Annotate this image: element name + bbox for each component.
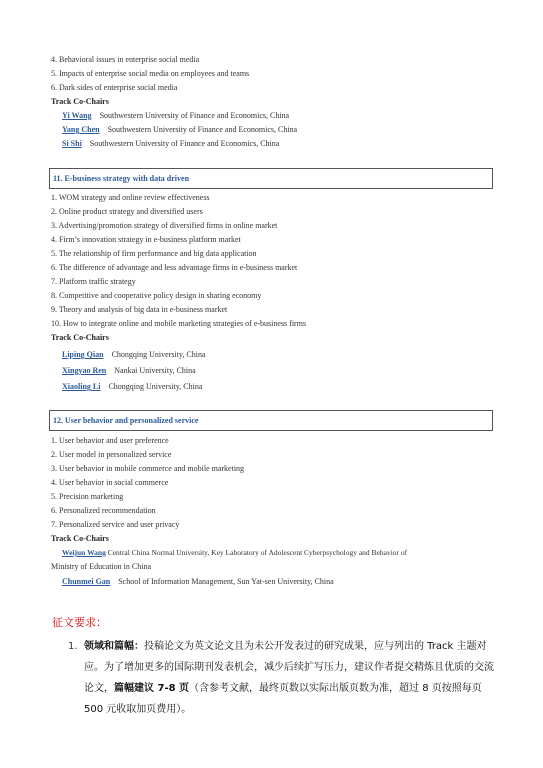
requirement-text: （含参考文献，最终页数以实际出版页数为准，超过 8 页按照每页 500 元收取加页费用）。 [84,683,482,715]
requirement-number: 1. [68,641,78,652]
chair-affiliation: Nankai University, China [114,366,196,375]
list-item: 5. Precision marketing [51,492,124,501]
chair-affiliation: Southwestern University of Finance and Economics, China [99,111,290,120]
chair-name-link[interactable]: Liping Qian [62,350,104,359]
section-title: 11. E-business strategy with data driven [53,174,190,183]
track-cochairs-heading: Track Co-Chairs [51,333,109,342]
list-item: 7. Platform traffic strategy [51,277,136,286]
chair-affiliation: Southwestern University of Finance and Economics, China [89,139,280,148]
list-item: 5. The relationship of firm performance and big data application [51,249,257,258]
track-cochairs-heading: Track Co-Chairs [51,97,109,106]
list-item: 4. Behavioral issues in enterprise social media [51,55,200,64]
list-item: 4. User behavior in social commerce [51,478,169,487]
chair-entry [62,366,196,376]
chair-entry [62,139,279,149]
chair-entry [62,350,206,360]
list-item: 6. The difference of advantage and less advantage firms in e-business market [51,263,298,272]
chair-affiliation-cont: Ministry of Education in China [51,562,151,571]
list-item: 6. Dark sides of enterprise social media [51,83,178,92]
track-cochairs-heading: Track Co-Chairs [51,534,109,543]
requirement-paragraph [84,636,496,720]
requirements-title: 征文要求： [52,616,107,629]
list-item: 8. Competitive and cooperative policy design in sharing economy [51,291,262,300]
list-item: 3. Advertising/promotion strategy of diversified firms in online market [51,221,278,230]
chair-name-link[interactable]: Weijun Wang [62,548,106,557]
chair-affiliation: Southwestern University of Finance and Economics, China [107,125,298,134]
chair-name-link[interactable]: Si Shi [62,139,82,148]
chair-name-link[interactable]: Xiaoling Li [62,382,101,391]
chair-entry [62,125,297,135]
section-header-box [49,168,493,189]
list-item: 3. User behavior in mobile commerce and mobile marketing [51,464,245,473]
list-item: 2. User model in personalized service [51,450,172,459]
list-item: 1. User behavior and user preference [51,436,169,445]
list-item: 6. Personalized recommendation [51,506,156,515]
chair-entry [62,548,407,558]
chair-affiliation: Chongqing University, China [108,382,203,391]
chair-entry [62,111,289,121]
list-item: 7. Personalized service and user privacy [51,520,180,529]
chair-affiliation: School of Information Management, Sun Yat-sen University, China [118,577,334,586]
list-item: 5. Impacts of enterprise social media on employees and teams [51,69,250,78]
chair-entry [62,382,202,392]
list-item: 2. Online product strategy and diversified users [51,207,203,216]
chair-name-link[interactable]: Chunmei Gan [62,577,111,586]
section-title: 12. User behavior and personalized service [53,416,199,425]
chair-name-link[interactable]: Xingyao Ren [62,366,107,375]
list-item: 10. How to integrate online and mobile marketing strategies of e-business firms [51,319,307,328]
chair-affiliation: Central China Normal University, Key Laboratory of Adolescent Cyberpsychology and Behavior of [107,548,408,557]
requirement-text: 投稿论文为英文论文且为未公开发表过的研究成果，应与列出的 Track 主题对应。为了增加更多的国际期刊发表机会，减少后续扩写压力，建议作者提交精炼且优质的交流论文， [84,641,494,694]
list-item: 4. Firm’s innovation strategy in e-business platform market [51,235,241,244]
chair-affiliation: Chongqing University, China [111,350,206,359]
requirement-emphasis: 篇幅建议 7-8 页 [114,683,190,694]
list-item: 1. WOM strategy and online review effectiveness [51,193,210,202]
chair-entry [62,577,334,587]
section-header-box [49,410,493,431]
requirement-heading: 领域和篇幅： [84,641,144,652]
chair-name-link[interactable]: Yang Chen [62,125,100,134]
list-item: 9. Theory and analysis of big data in e-business market [51,305,228,314]
chair-name-link[interactable]: Yi Wang [62,111,92,120]
